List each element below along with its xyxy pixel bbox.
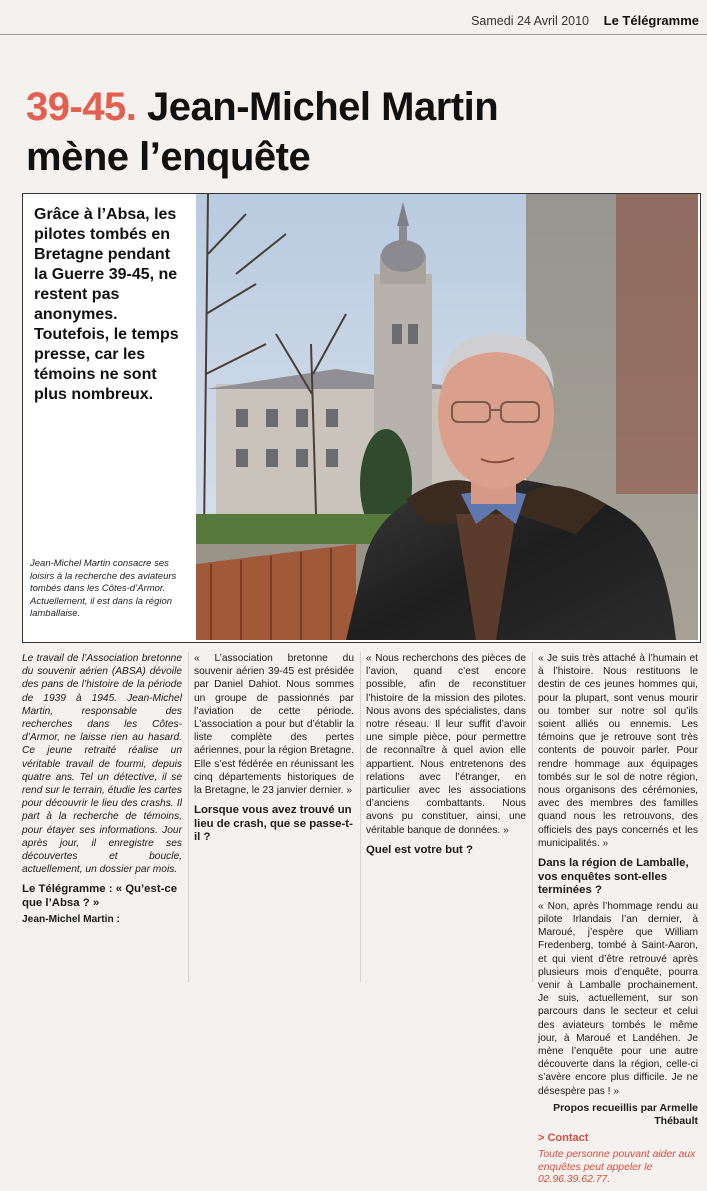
newspaper-name: Le Télégramme	[603, 13, 699, 28]
contact-text: Toute personne pouvant aider aux enquêtes peut appeler le 02.96.39.62.77.	[538, 1149, 696, 1186]
lead-paragraph: Grâce à l’Absa, les pilotes tombés en Bretagne pendant la Guerre 39-45, ne restent pas anonymes. Toutefois, le temps presse, car les témoins ne sont plus nombreux.	[34, 206, 179, 403]
headline-line1: Jean-Michel Martin	[147, 85, 499, 129]
photo-caption: Jean-Michel Martin consacre ses loisirs à la recherche des aviateurs tombés dans les Côtes-d’Armor. Actuellement, il est dans la région lamballaise.	[30, 558, 177, 619]
question-4: Dans la région de Lamballe, vos enquêtes sont-elles terminées ?	[538, 857, 689, 897]
article-photo	[196, 194, 698, 640]
column-divider	[532, 652, 533, 982]
answer-speaker: Jean-Michel Martin :	[22, 913, 120, 925]
headline	[26, 82, 626, 182]
headline-number: 39-45.	[26, 85, 137, 129]
issue-date: Samedi 24 Avril 2010	[471, 14, 589, 28]
answer-1: « L’association bretonne du souvenir aérien 39-45 est présidée par Daniel Dahiot. Nous sommes un groupe de passionnés par l’aviation de cette période. L’association a pour but d’établir la liste complète des pertes aériennes, pour la région Bretagne. Elle s’est fédérée en réunissant les cinq départements historiques de la Bretagne, le 23 janvier dernier. »	[194, 653, 354, 797]
header-rule	[0, 34, 707, 35]
answer-3: « Je suis très attaché à l’humain et à l’histoire. Nous restituons le destin de ces jeunes hommes qui, pour la plupart, sont venus mourir ou tomber sur notre sol qu’ils soient alliés ou ennemis. Les témoins que je retrouve sont très contents de pouvoir parler. Pour rendre hommage aux équipages tombés sur le sol de notre région, nous organisons des cérémonies, avec des membres des familles quand nous les retrouvons, des officiels des pays concernés et les municipalités. »	[538, 653, 698, 849]
question-3: Quel est votre but ?	[366, 843, 473, 856]
contact-heading: > Contact	[538, 1131, 589, 1144]
page-header	[0, 0, 707, 40]
article-column-3	[366, 652, 526, 859]
article-column-2	[194, 652, 354, 847]
answer-4: « Non, après l’hommage rendu au pilote Irlandais l’an dernier, à Maroué, j’espère que William Fredenberg, tombé à Saint-Aaron, et qui vient d’être retrouvé après plusieurs mois d’enquête, pourra venir à Lamballe prochainement. Je suis, actuellement, sur son parcours dans le secteur et celui des aviateurs tombés le même jour, à Maroué et Landéhen. Je mène l’enquête pour une autre découverte dans la région, celle-ci s’avère encore plus difficile. Je ne désespère pas ! »	[538, 900, 698, 1097]
photo-illustration	[196, 194, 698, 640]
article-column-1	[22, 652, 182, 926]
headline-line2: mène l’enquête	[26, 135, 311, 179]
article-signature: Propos recueillis par Armelle Thébault	[553, 1101, 698, 1127]
question-1: Le Télégramme : « Qu’est-ce que l’Absa ? »	[22, 883, 178, 910]
question-2: Lorsque vous avez trouvé un lieu de crash, que se passe-t-il ?	[194, 804, 353, 844]
answer-2: « Nous recherchons des pièces de l’avion, quand c’est encore possible, afin de reconstituer l’histoire de la mission des pilotes. Nous avons des spécialistes, dans notre réseau. Il leur suffit d’avoir une simple pièce, pour permettre de reconnaître à quel avion elle appartient. Nous entretenons des relations avec l’étranger, en particulier avec les associations d’anciens combattants. Nous avons pu constituer, ainsi, une véritable banque de données. »	[366, 653, 526, 836]
article-intro: Le travail de l’Association bretonne du souvenir aérien (ABSA) dévoile des pans de l’histoire de la période de 1939 à 1945. Jean-Michel Martin, responsable des recherches dans les Côtes-d’Armor, ne laisse rien au hasard. Ce jeune retraité réalise un véritable travail de fourmi, depuis quatre ans. Tel un détective, il se rend sur le terrain, étudie les cartes pour découvrir le lieu des crashs. Il part à la recherche de témoins, pour étayer ses informations. Jour après jour, il enregistre ses découvertes et boucle, actuellement, un dossier par mois.	[22, 653, 182, 876]
article-column-4	[538, 652, 698, 1191]
column-divider	[188, 652, 189, 982]
column-divider	[360, 652, 361, 982]
